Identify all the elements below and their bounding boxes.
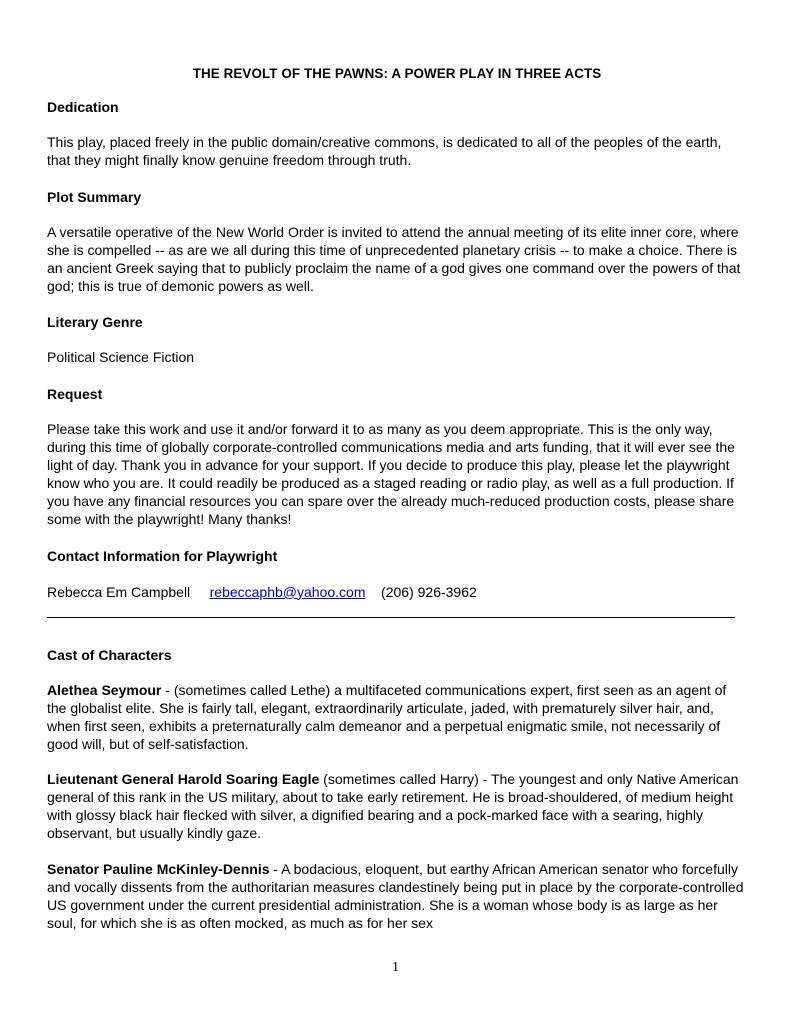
request-heading: Request (47, 386, 103, 403)
character-name: Senator Pauline McKinley-Dennis (47, 861, 270, 878)
email-link[interactable]: rebeccaphb@yahoo.com (209, 583, 366, 600)
plot-summary-heading: Plot Summary (47, 188, 142, 205)
phone-number: (206) 926-3962 (381, 583, 477, 600)
literary-genre-text: Political Science Fiction (47, 349, 195, 366)
character-entry (47, 861, 747, 933)
character-description: - (sometimes called Lethe) a multifaceted communications expert, first seen as an agent of the globalist elite. She is fairly tall, elegant, extraordinarily articulate, jaded, with prematurely silver hair, and, when first seen, exhibits a preternaturally calm demeanor and a perpetual enigmatic smile, not necessarily of good will, but of self-satisfaction. (47, 681, 727, 752)
character-name: Alethea Seymour (47, 681, 162, 698)
character-description: - A bodacious, eloquent, but earthy African American senator who forcefully and vocally dissents from the authoritarian measures clandestinely being put in place by the corporate-controlled US government under the current presidential administration. She is a woman whose body is as large as her soul, for which she is as often mocked, as much as for her sex (47, 861, 744, 931)
literary-genre-heading: Literary Genre (47, 314, 143, 331)
request-text: Please take this work and use it and/or forward it to as many as you deem appropriate. This is the only way, during this time of globally corporate-controlled communications media and arts funding, that it will ever see the light of day. Thank you in advance for your support. If you decide to produce this play, please let the playwright know who you are. It could readily be produced as a staged reading or radio play, as well as a full production. If you have any financial resources you can spare over the already much-reduced production costs, please share some with the playwright! Many thanks! (47, 421, 735, 527)
character-entry (47, 682, 747, 754)
plot-summary-text: A versatile operative of the New World Order is invited to attend the annual meeting of its elite inner core, where she is compelled -- as are we all during this time of unprecedented planetary crisis -- to make a choice. There is an ancient Greek saying that to publicly proclaim the name of a god gives one command over the powers of that god; this is true of demonic powers as well. (47, 223, 741, 294)
contact-heading: Contact Information for Playwright (47, 547, 278, 564)
dedication-heading: Dedication (47, 99, 119, 115)
cast-heading: Cast of Characters (47, 646, 172, 663)
page-number: 1 (392, 960, 399, 975)
horizontal-divider (47, 617, 735, 618)
character-entry (47, 771, 747, 843)
character-name: Lieutenant General Harold Soaring Eagle (47, 771, 320, 788)
dedication-text: This play, placed freely in the public domain/creative commons, is dedicated to all of the peoples of the earth, that they might finally know genuine freedom through truth. (47, 134, 722, 168)
playwright-name: Rebecca Em Campbell (47, 583, 191, 600)
document-page (47, 66, 747, 951)
document-title: THE REVOLT OF THE PAWNS: A POWER PLAY IN THREE ACTS (192, 66, 602, 81)
character-description: (sometimes called Harry) - The youngest and only Native American general of this rank in the US military, about to take early retirement. He is broad-shouldered, of medium height with glossy black hair flecked with silver, a dignified bearing and a pock-marked face with a searing, highly observant, but usually kindly gaze. (47, 771, 739, 842)
contact-line (47, 583, 747, 601)
